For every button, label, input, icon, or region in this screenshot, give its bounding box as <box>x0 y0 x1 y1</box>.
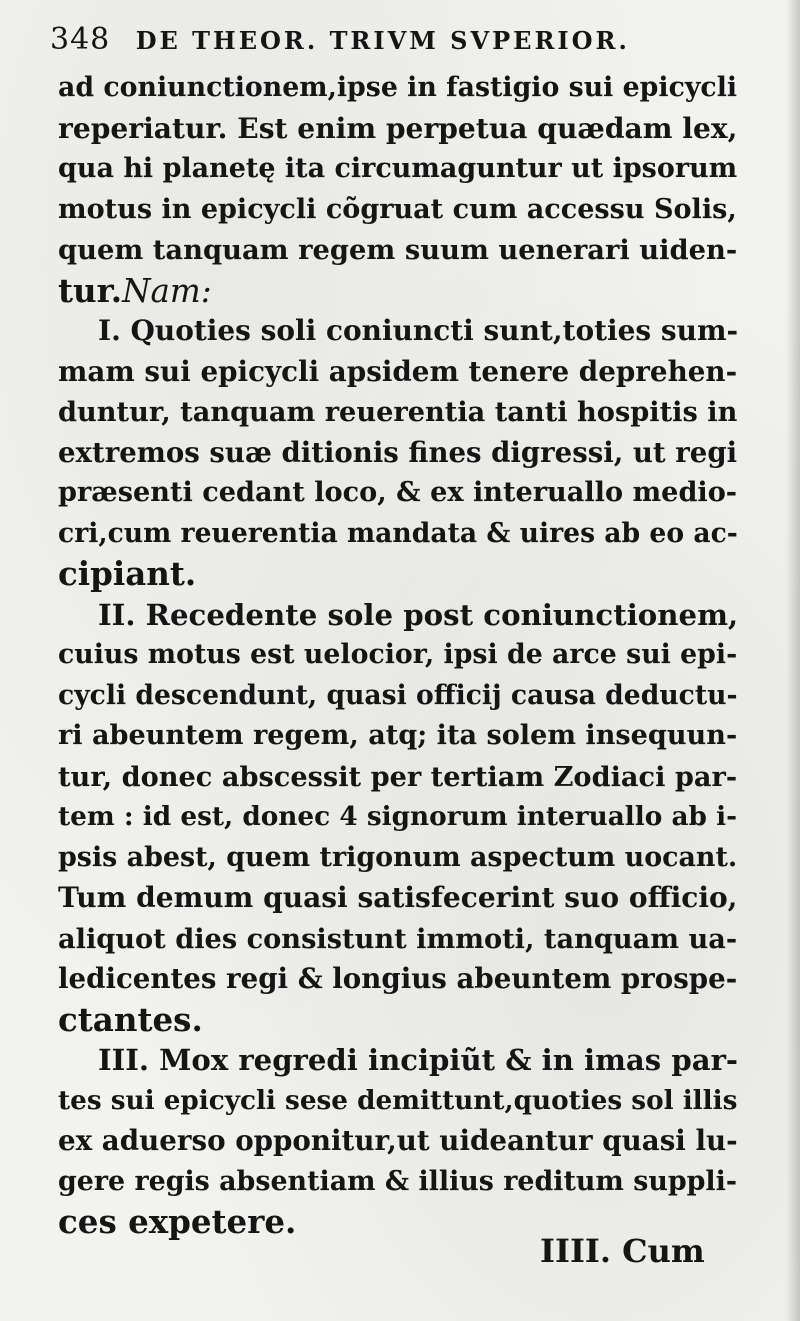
catchword: IIII. Cum <box>540 1232 705 1270</box>
text-line: reperiatur. Est enim perpetua quædam lex, <box>58 111 738 145</box>
text-line: ces expetere. <box>58 1202 297 1241</box>
paragraph-first-line: II. Recedente sole post coniunctionem, <box>98 597 739 632</box>
text-line: cuius motus est uelocior, ipsi de arce sui epi- <box>58 639 738 670</box>
text-line: mam sui epicycli apsidem tenere deprehen- <box>58 354 738 388</box>
text-line: gere regis absentiam & illius reditum suppli- <box>58 1165 737 1197</box>
text-line: tem : id est, donec 4 signorum interuallo ab i- <box>58 801 737 832</box>
text-line: cycli descendunt, quasi officij causa deductu- <box>58 679 738 711</box>
text-line: ri abeuntem regem, atq; ita solem insequun- <box>58 720 738 751</box>
page-edge-shadow <box>786 0 800 1321</box>
italic-word: Nam: <box>122 271 212 310</box>
running-title: DE THEOR. TRIVM SVPERIOR. <box>135 26 630 55</box>
text-line: motus in epicycli cõgruat cum accessu Solis, <box>58 193 737 225</box>
text-line: quem tanquam regem suum uenerari uiden- <box>58 234 738 266</box>
text-line: extremos suæ ditionis fines digressi, ut regi <box>58 435 738 469</box>
text-line: tes sui epicycli sese demittunt,quoties sol illis <box>58 1084 738 1116</box>
paragraph-first-line: I. Quoties soli coniuncti sunt,toties sum- <box>98 314 739 347</box>
body-text <box>58 68 748 1243</box>
text-line: aliquot dies consistunt immoti, tanquam ua- <box>58 922 738 955</box>
text-fragment: tur. <box>58 270 123 310</box>
text-line: ledicentes regi & longius abeuntem prospe- <box>58 962 738 995</box>
text-line: Tum demum quasi satisfecerint suo officio, <box>58 881 738 914</box>
text-line: cipiant. <box>58 554 197 593</box>
text-line <box>58 271 748 312</box>
text-line: ex aduerso opponitur,ut uideantur quasi lu- <box>58 1124 738 1157</box>
paragraph-first-line: III. Mox regredi incipiũt & in imas par- <box>98 1043 739 1077</box>
text-line: præsenti cedant loco, & ex interuallo medio- <box>58 477 738 508</box>
text-line: ad coniunctionem,ipse in fastigio sui epicycli <box>58 72 738 103</box>
running-header <box>50 22 670 62</box>
text-line: qua hi planetę ita circumaguntur ut ipsorum <box>58 153 738 184</box>
text-line: ctantes. <box>58 999 203 1039</box>
text-line: cri,cum reuerentia mandata & uires ab eo ac- <box>58 517 738 549</box>
page-number: 348 <box>50 22 111 57</box>
text-line: duntur, tanquam reuerentia tanti hospitis in <box>58 396 738 428</box>
text-line: tur, donec abscessit per tertiam Zodiaci par- <box>58 760 738 793</box>
text-line: psis abest, quem trigonum aspectum uocant. <box>58 841 738 873</box>
